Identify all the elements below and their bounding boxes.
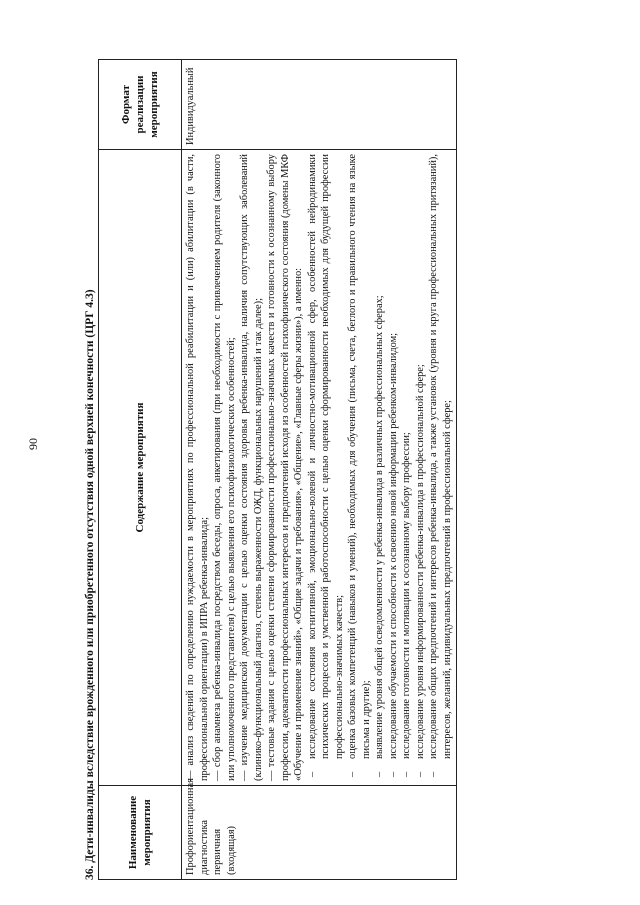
activity-name-line: диагностика: [198, 820, 210, 875]
dash-marker: –: [347, 771, 359, 777]
list-item-text: исследование уровня информированности ребенка-инвалида в профессиональной сфере;: [414, 364, 426, 759]
header-implementation-format: Формат реализации мероприятия: [99, 60, 182, 150]
list-item-text: оценка базовых компетенций (навыков и умений), необходимых для обучения (письма, счета, беглого и правильного чтения на языке письма и другие);: [347, 154, 372, 759]
list-item: [346, 154, 373, 781]
activities-table: [98, 59, 457, 880]
table-header-row: [99, 60, 182, 880]
rotated-page-content: [82, 60, 622, 880]
activity-name-line: первичная (входящая): [212, 826, 237, 875]
dash-marker: –: [306, 771, 318, 777]
content-paragraph: — анализ сведений по определению нуждаемости в мероприятиях по профессиональной реабилитации и (или) абилитации (в части, профессиональной ориентации) в ИПРА ребенка-инвалида;: [185, 154, 210, 781]
content-paragraph: — сбор анамнеза ребенка-инвалида посредством беседы, опроса, анкетирования (при необходимости с привлечением родителя (законного или уполномоченного представителя) с целью выявления его психофизиологических особенностей;: [212, 154, 237, 781]
list-item-text: исследование общих предпочтений и интересов ребенка-инвалида, а также установок (уровня и круга профессиональных притязаний), интересов, желаний, индивидуальных предпочтений в профессиональной сфере;: [428, 154, 453, 759]
activity-name-cell: [182, 778, 457, 880]
page-number: 90: [26, 438, 40, 450]
dash-marker: –: [401, 771, 413, 777]
table-row: [182, 60, 457, 880]
content-paragraph: — тестовые задания с целью оценки степени сформированности профессионально-значимых качеств и готовности к осознанному выбору профессии, адекватности профессиональных интересов и предпочтений исходя из особенностей психофизического состояния (домены МКФ «Обучение и применение знаний», «Общие задачи и требования», «Общение», «Главные сферы жизни»), а именно:: [266, 154, 305, 781]
list-item-text: исследование обучаемости и способности к освоению новой информации ребенком-инвалидом;: [387, 332, 399, 759]
dash-marker: –: [428, 771, 440, 777]
activity-content-cell: [182, 150, 457, 786]
content-list: [306, 154, 455, 781]
dash-marker: –: [374, 771, 386, 777]
header-activity-content: Содержание мероприятия: [99, 150, 182, 786]
list-item-text: исследование готовности и мотивации к осознанному выбору профессии;: [401, 432, 413, 759]
implementation-format-cell: Индивидуальный: [182, 60, 457, 150]
content-paragraph: — изучение медицинской документации с целью оценки состояния здоровья ребенка-инвалида, наличия сопутствующих заболеваний (клинико-функциональный диагноз, степень выраженности ОЖД, функциональных нарушений и так далее);: [239, 154, 264, 781]
dash-marker: –: [414, 771, 426, 777]
section-title: 36. Дети-инвалиды вследствие врожденного или приобретенного отсутствия одной верхней конечности (ЦРГ 4.3): [84, 289, 96, 880]
list-item: [373, 154, 387, 781]
list-item: [306, 154, 347, 781]
list-item: [400, 154, 414, 781]
dash-marker: –: [387, 771, 399, 777]
list-item-text: выявление уровня общей осведомленности у ребенка-инвалида в различных профессиональных сферах;: [374, 295, 386, 759]
activity-name-line: Профориентационная: [185, 778, 196, 875]
list-item: [387, 154, 401, 781]
list-item: [427, 154, 454, 781]
header-activity-name: Наименование мероприятия: [99, 786, 182, 880]
list-item: [414, 154, 428, 781]
list-item-text: исследование состояния когнитивной, эмоционально-волевой и личностно-мотивационной сфер, особенностей нейродинамики психических процессов и умственной работоспособности с целью оценки сформированности необходимых для будущей профессии профессионально-значимых качеств;: [306, 154, 345, 759]
